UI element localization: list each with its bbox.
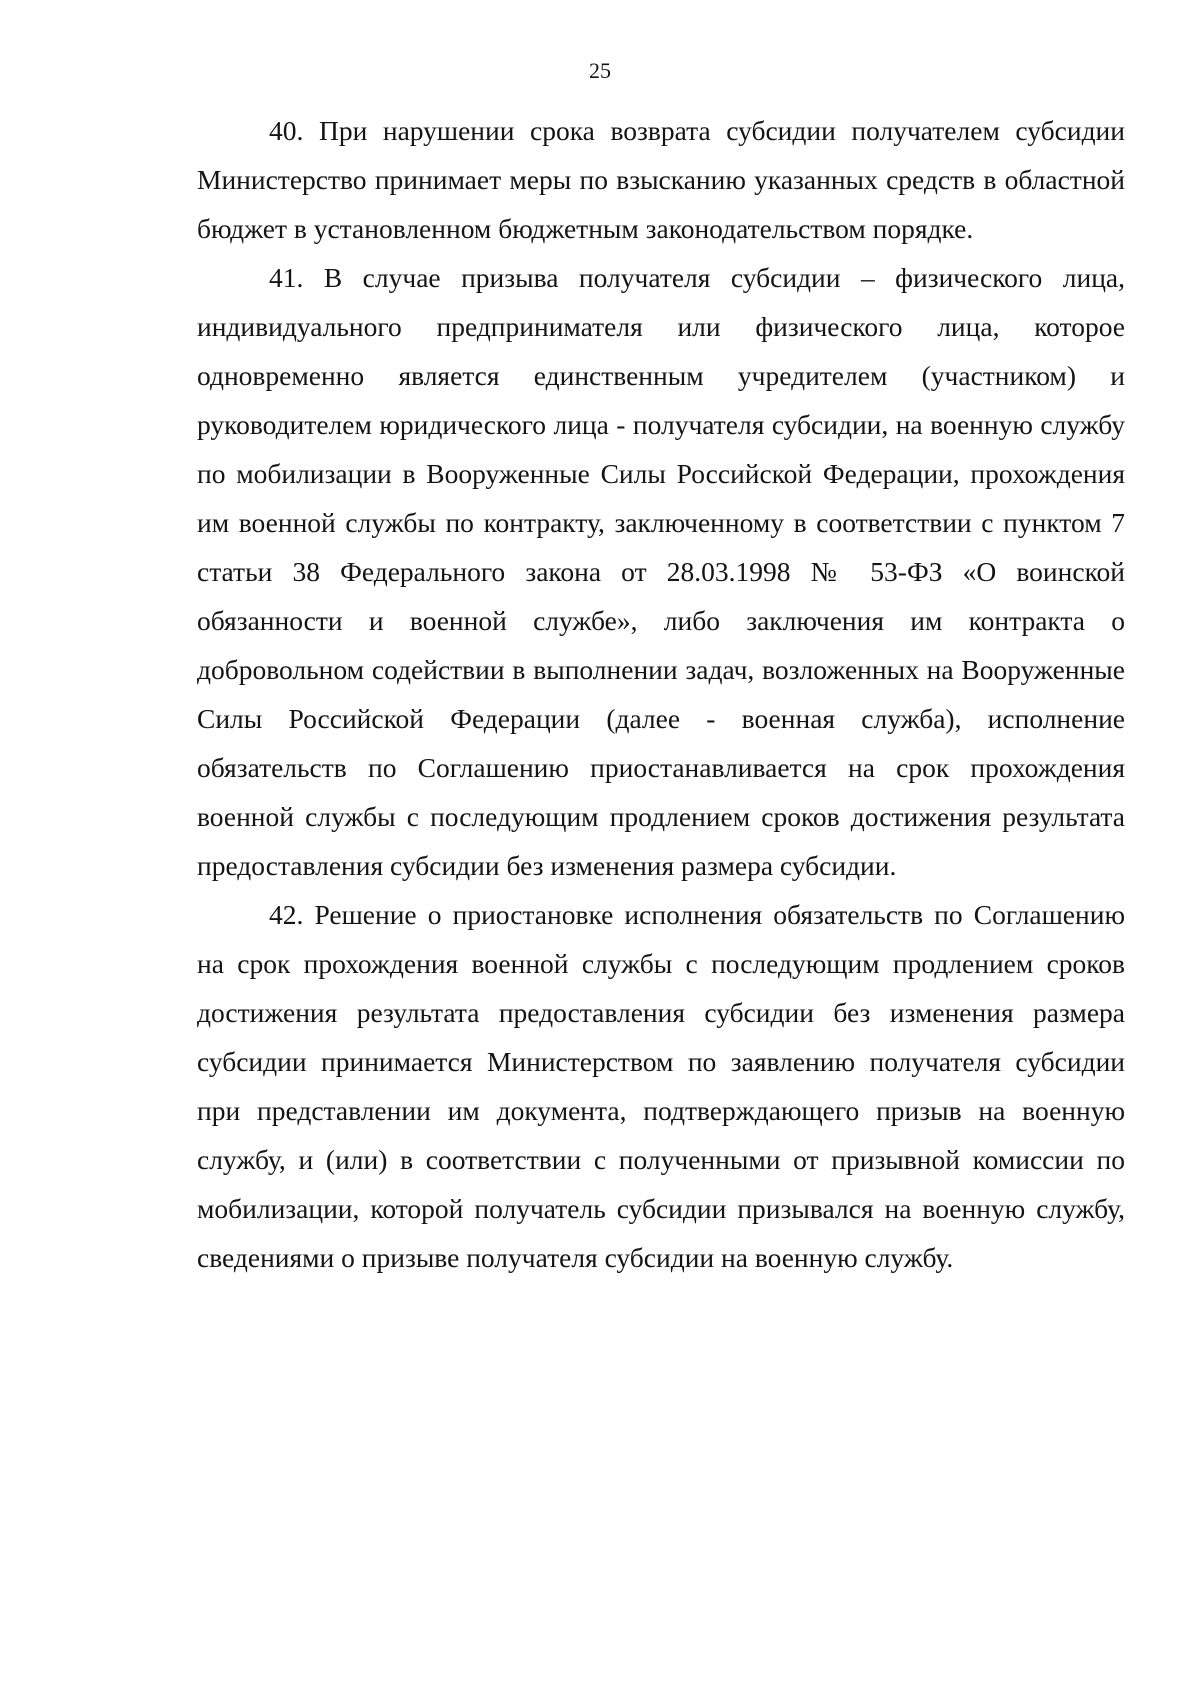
page-number: 25 — [589, 58, 611, 83]
paragraph-40: 40. При нарушении срока возврата субсидии получателем субсидии Министерство принимает меры по взысканию указанных средств в областной бюджет в установленном бюджетным законодательством порядке. — [197, 115, 1125, 244]
paragraph-41: 41. В случае призыва получателя субсидии – физического лица, индивидуального предпринимателя или физического лица, которое одновременно является единственным учредителем (участником) и руководителем юридического лица - получателя субсидии, на военную службу по мобилизации в Вооруженные Силы Российской Федерации, прохождения им военной службы по контракту, заключенному в соответствии с пунктом 7 статьи 38 Федерального закона от 28.03.1998 № 53-ФЗ «О воинской обязанности и военной службе», либо заключения им контракта о добровольном содействии в выполнении задач, возложенных на Вооруженные Силы Российской Федерации (далее - военная служба), исполнение обязательств по Соглашению приостанавливается на срок прохождения военной службы с последующим продлением сроков достижения результата предоставления субсидии без изменения размера субсидии. — [197, 262, 1125, 881]
paragraph-42: 42. Решение о приостановке исполнения обязательств по Соглашению на срок прохождения военной службы с последующим продлением сроков достижения результата предоставления субсидии без изменения размера субсидии принимается Министерством по заявлению получателя субсидии при представлении им документа, подтверждающего призыв на военную службу, и (или) в соответствии с полученными от призывной комиссии по мобилизации, которой получатель субсидии призывался на военную службу, сведениями о призыве получателя субсидии на военную службу. — [197, 899, 1125, 1273]
document-body — [197, 106, 1125, 1282]
